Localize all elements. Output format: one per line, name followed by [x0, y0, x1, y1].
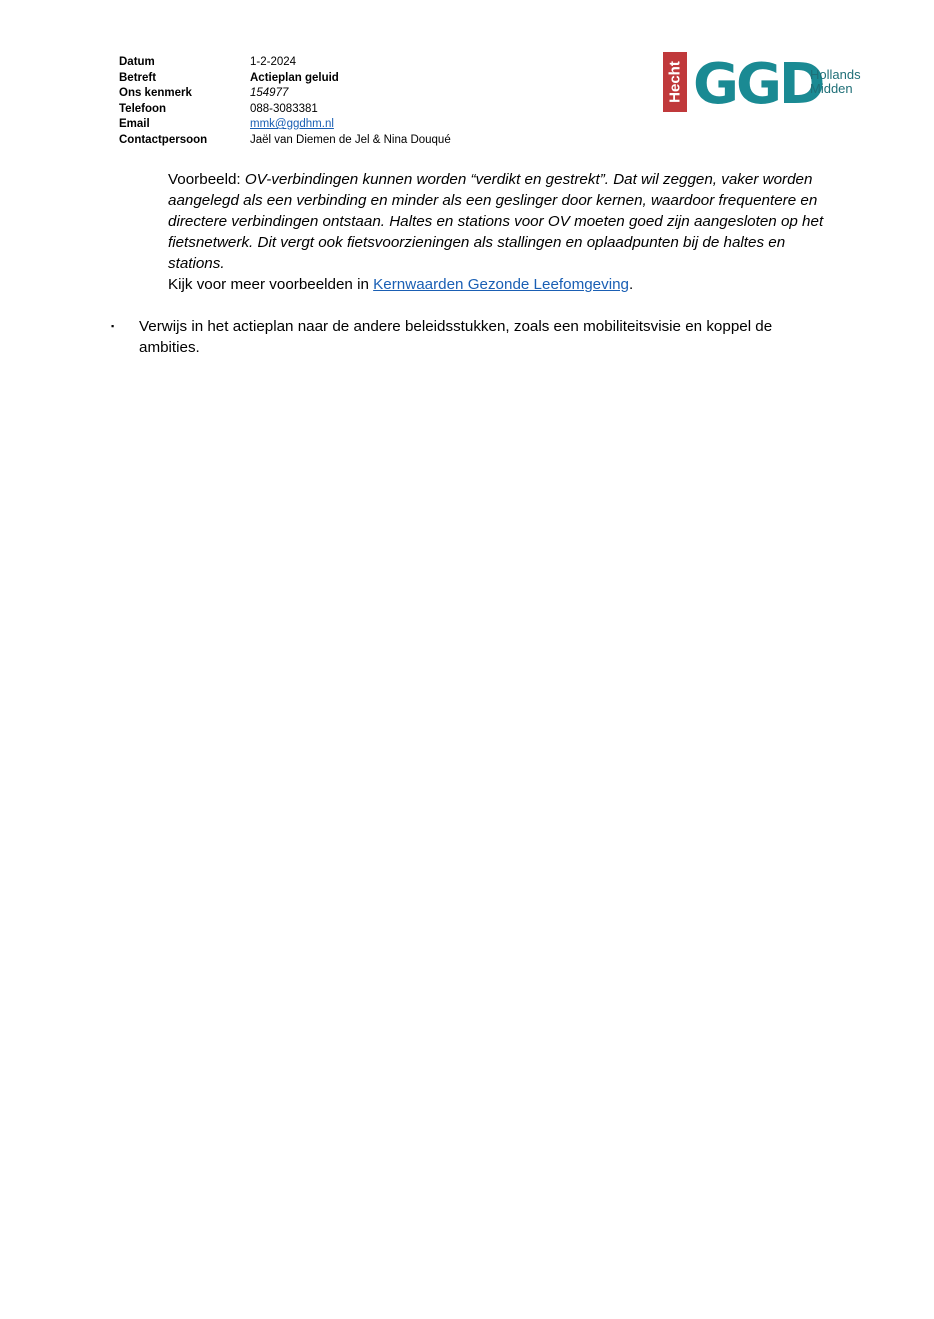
- meta-row-email: [119, 117, 451, 133]
- kernwaarden-link[interactable]: Kernwaarden Gezonde Leefomgeving: [373, 276, 629, 293]
- bullet-marker: ▪: [111, 321, 115, 331]
- bullet-text: Verwijs in het actieplan naar de andere beleidsstukken, zoals een mobiliteitsvisie en koppel de ambities.: [139, 318, 773, 356]
- logo-vertical-text: Hecht: [666, 61, 684, 103]
- meta-label: Contactpersoon: [119, 133, 208, 146]
- meta-row-contact: [119, 133, 451, 149]
- more-examples-suffix: .: [628, 276, 634, 293]
- logo-line1: Hollands: [810, 67, 861, 82]
- meta-label: Betreft: [119, 71, 157, 84]
- meta-row-kenmerk: [119, 86, 451, 102]
- meta-value-date: 1-2-2024: [250, 56, 297, 68]
- meta-label: Email: [119, 118, 150, 130]
- meta-row-telefoon: [119, 102, 451, 118]
- logo-line2: Midden: [810, 81, 853, 96]
- example-paragraph: [168, 169, 828, 295]
- meta-label: Telefoon: [119, 102, 167, 115]
- meta-value-subject: Actieplan geluid: [250, 71, 339, 84]
- logo-letters: GGD: [693, 52, 823, 112]
- meta-row-datum: [119, 55, 451, 71]
- ggd-logo: [663, 52, 873, 112]
- email-link[interactable]: mmk@ggdhm.nl: [250, 118, 334, 130]
- meta-label: Datum: [119, 56, 155, 68]
- meta-value-reference: 154977: [250, 87, 289, 99]
- ggd-logo-graphic: [663, 52, 873, 112]
- example-prefix: Voorbeeld:: [168, 171, 245, 188]
- list-item: [111, 316, 811, 358]
- meta-value-phone: 088-3083381: [250, 102, 318, 115]
- letter-header-meta: [119, 55, 451, 148]
- meta-value-contact: Jaël van Diemen de Jel & Nina Douqué: [250, 133, 451, 146]
- meta-row-betreft: [119, 71, 451, 87]
- meta-label: Ons kenmerk: [119, 87, 192, 99]
- more-examples-prefix: Kijk voor meer voorbeelden in: [168, 276, 374, 293]
- example-italic-text: OV-verbindingen kunnen worden “verdikt en gestrekt”. Dat wil zeggen, vaker worden aangelegd als een verbinding en minder als een geslinger door kernen, waardoor frequentere en directere verbindingen ontstaan. Haltes en stations voor OV moeten goed zijn aangesloten op het fietsnetwerk. Dit vergt ook fietsvoorzieningen als stallingen en oplaadpunten bij de haltes en stations.: [168, 171, 824, 272]
